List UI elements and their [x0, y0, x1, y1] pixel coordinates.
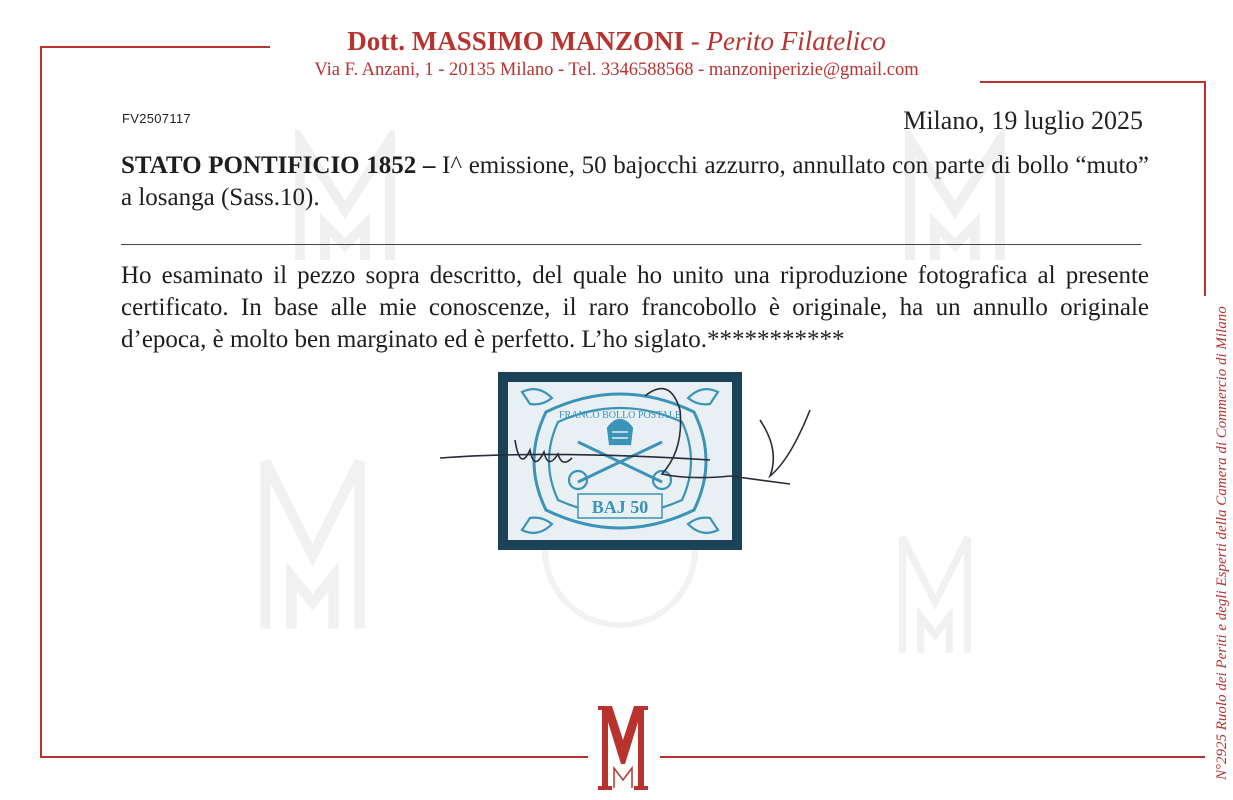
divider-line	[121, 244, 1141, 245]
certificate-id: FV2507117	[122, 111, 191, 126]
watermark-monogram-icon	[895, 530, 975, 660]
certificate-statement: Ho esaminato il pezzo sopra descritto, del quale ho unito una riproduzione fotografica al presente certificato. In base alle mie conoscenze, il raro francobollo è originale, ha un annullo originale d’epoca, è molto ben marginato ed è perfetto. L’ho siglato.***********	[121, 262, 1149, 353]
expert-name: Dott. MASSIMO MANZONI	[347, 26, 685, 56]
letterhead-contact: Via F. Anzani, 1 - 20135 Milano - Tel. 3346588568 - manzoniperizie@gmail.com	[314, 60, 919, 80]
watermark-monogram-icon	[255, 450, 370, 640]
stamp-value-text: BAJ 50	[591, 497, 649, 517]
place-date: Milano, 19 luglio 2025	[903, 106, 1143, 135]
description-title: STATO PONTIFICIO 1852 –	[121, 152, 436, 179]
frame-left-line	[40, 46, 42, 758]
expert-role: - Perito Filatelico	[690, 26, 886, 56]
frame-bottom-right-line	[660, 756, 1205, 758]
letterhead-title	[0, 26, 1233, 57]
expert-signature-icon	[430, 380, 850, 500]
frame-bottom-left-line	[40, 756, 588, 758]
stamp-top-text: FRANCO BOLLO POSTALE	[559, 410, 681, 421]
side-registration-note: N°2925 Ruolo dei Periti e degli Esperti della Camera di Commercio di Milano	[1214, 306, 1230, 780]
frame-top-right-line	[980, 81, 1205, 83]
stamp-description	[121, 150, 1149, 214]
description-text: I^ emissione, 50 bajocchi azzurro, annullato con parte di bollo “muto” a losanga (Sass.10).	[121, 152, 1149, 211]
mm-monogram-logo-icon	[598, 706, 648, 790]
frame-right-line	[1204, 81, 1206, 296]
